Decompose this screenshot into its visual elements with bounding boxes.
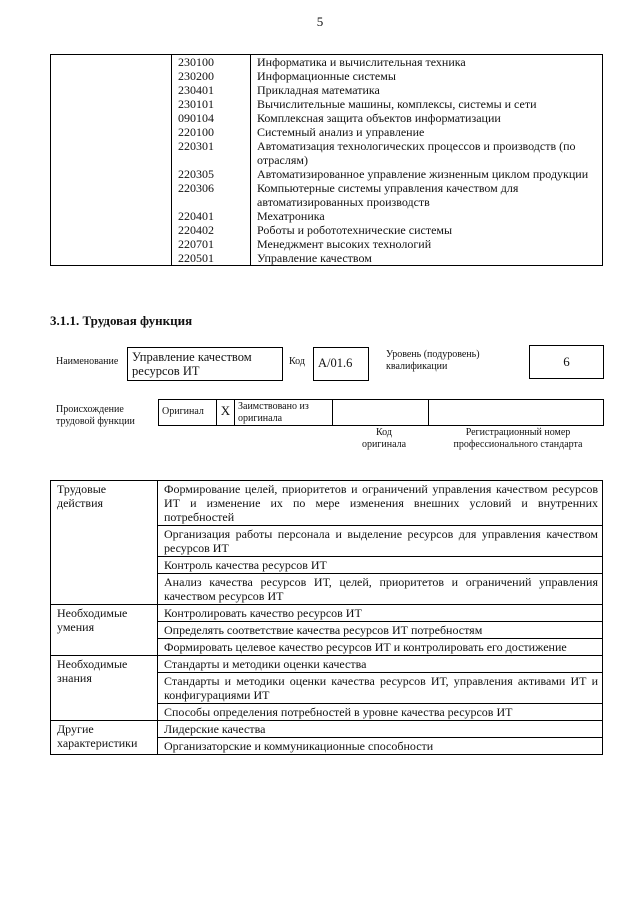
speciality-name: Роботы и робототехнические системы xyxy=(251,223,603,237)
empty-cell xyxy=(51,69,172,83)
speciality-code: 230200 xyxy=(172,69,251,83)
item-cell: Контролировать качество ресурсов ИТ xyxy=(158,605,603,622)
speciality-name: Информационные системы xyxy=(251,69,603,83)
item-cell: Формировать целевое качество ресурсов ИТ и контролировать его достижение xyxy=(158,639,603,656)
function-row xyxy=(51,721,603,738)
speciality-row xyxy=(51,125,603,139)
function-row xyxy=(51,481,603,526)
function-details-table xyxy=(50,480,603,755)
page-number: 5 xyxy=(316,14,324,29)
speciality-code: 220301 xyxy=(172,139,251,167)
speciality-code: 090104 xyxy=(172,111,251,125)
speciality-name: Прикладная математика xyxy=(251,83,603,97)
speciality-row xyxy=(51,209,603,223)
speciality-row xyxy=(51,69,603,83)
code-label: Код xyxy=(289,356,305,367)
function-code-field: A/01.6 xyxy=(313,347,369,381)
code-caption: Код оригинала xyxy=(361,427,407,450)
item-cell: Определять соответствие качества ресурсов ИТ потребностям xyxy=(158,622,603,639)
name-label: Наименование xyxy=(56,356,119,367)
function-row xyxy=(51,656,603,673)
speciality-code: 220701 xyxy=(172,237,251,251)
speciality-code: 220401 xyxy=(172,209,251,223)
speciality-name: Автоматизация технологических процессов и производств (по отраслям) xyxy=(251,139,603,167)
item-cell: Стандарты и методики оценки качества xyxy=(158,656,603,673)
item-cell: Лидерские качества xyxy=(158,721,603,738)
level-label: Уровень (подуровень) квалификации xyxy=(386,349,480,372)
item-cell: Анализ качества ресурсов ИТ, целей, приоритетов и ограничений управления качеством ресурсов ИТ xyxy=(158,574,603,605)
speciality-code: 220100 xyxy=(172,125,251,139)
specialities-table xyxy=(50,54,603,266)
origin-label: Происхождение трудовой функции xyxy=(56,404,135,427)
speciality-code: 220305 xyxy=(172,167,251,181)
speciality-name: Менеджмент высоких технологий xyxy=(251,237,603,251)
item-cell: Способы определения потребностей в уровне качества ресурсов ИТ xyxy=(158,704,603,721)
speciality-code: 230401 xyxy=(172,83,251,97)
speciality-row xyxy=(51,251,603,266)
speciality-row xyxy=(51,237,603,251)
empty-cell xyxy=(51,181,172,209)
empty-cell xyxy=(51,237,172,251)
speciality-name: Мехатроника xyxy=(251,209,603,223)
speciality-name: Управление качеством xyxy=(251,251,603,266)
speciality-code: 230101 xyxy=(172,97,251,111)
empty-cell xyxy=(51,167,172,181)
original-label: Оригинал xyxy=(159,400,217,425)
empty-cell xyxy=(51,111,172,125)
speciality-name: Информатика и вычислительная техника xyxy=(251,55,603,70)
empty-cell xyxy=(51,223,172,237)
reg-number-cell xyxy=(429,400,603,425)
original-mark: X xyxy=(217,400,235,425)
empty-cell xyxy=(51,55,172,70)
empty-cell xyxy=(51,83,172,97)
speciality-name: Системный анализ и управление xyxy=(251,125,603,139)
speciality-row xyxy=(51,55,603,70)
section-title: 3.1.1. Трудовая функция xyxy=(50,313,193,328)
category-cell: Необходимые знания xyxy=(51,656,158,721)
empty-cell xyxy=(51,139,172,167)
speciality-row xyxy=(51,83,603,97)
empty-cell xyxy=(51,251,172,266)
speciality-name: Комплексная защита объектов информатизации xyxy=(251,111,603,125)
speciality-name: Компьютерные системы управления качеством для автоматизированных производств xyxy=(251,181,603,209)
speciality-row xyxy=(51,139,603,167)
empty-cell xyxy=(51,97,172,111)
origin-row xyxy=(158,399,604,426)
level-field: 6 xyxy=(529,345,604,379)
speciality-name: Вычислительные машины, комплексы, системы и сети xyxy=(251,97,603,111)
category-cell: Другие характеристики xyxy=(51,721,158,755)
category-cell: Трудовые действия xyxy=(51,481,158,605)
speciality-code: 230100 xyxy=(172,55,251,70)
function-row xyxy=(51,605,603,622)
empty-cell xyxy=(51,209,172,223)
speciality-code: 220402 xyxy=(172,223,251,237)
empty-cell xyxy=(51,125,172,139)
speciality-row xyxy=(51,223,603,237)
speciality-row xyxy=(51,97,603,111)
item-cell: Формирование целей, приоритетов и ограничений управления качеством ресурсов ИТ и изменение их по мере изменения внешних условий и внутренних потребностей xyxy=(158,481,603,526)
category-cell: Необходимые умения xyxy=(51,605,158,656)
speciality-row xyxy=(51,181,603,209)
speciality-row xyxy=(51,111,603,125)
speciality-code: 220501 xyxy=(172,251,251,266)
borrowed-label: Заимствовано из оригинала xyxy=(235,400,333,425)
item-cell: Организация работы персонала и выделение ресурсов для управления качеством ресурсов ИТ xyxy=(158,526,603,557)
item-cell: Контроль качества ресурсов ИТ xyxy=(158,557,603,574)
reg-caption: Регистрационный номер профессионального стандарта xyxy=(453,427,583,450)
speciality-row xyxy=(51,167,603,181)
item-cell: Организаторские и коммуникационные способности xyxy=(158,738,603,755)
item-cell: Стандарты и методики оценки качества ресурсов ИТ, управления активами ИТ и конфигурациями ИТ xyxy=(158,673,603,704)
original-code-cell xyxy=(333,400,429,425)
speciality-code: 220306 xyxy=(172,181,251,209)
function-name-field: Управление качеством ресурсов ИТ xyxy=(127,347,283,381)
speciality-name: Автоматизированное управление жизненным циклом продукции xyxy=(251,167,603,181)
